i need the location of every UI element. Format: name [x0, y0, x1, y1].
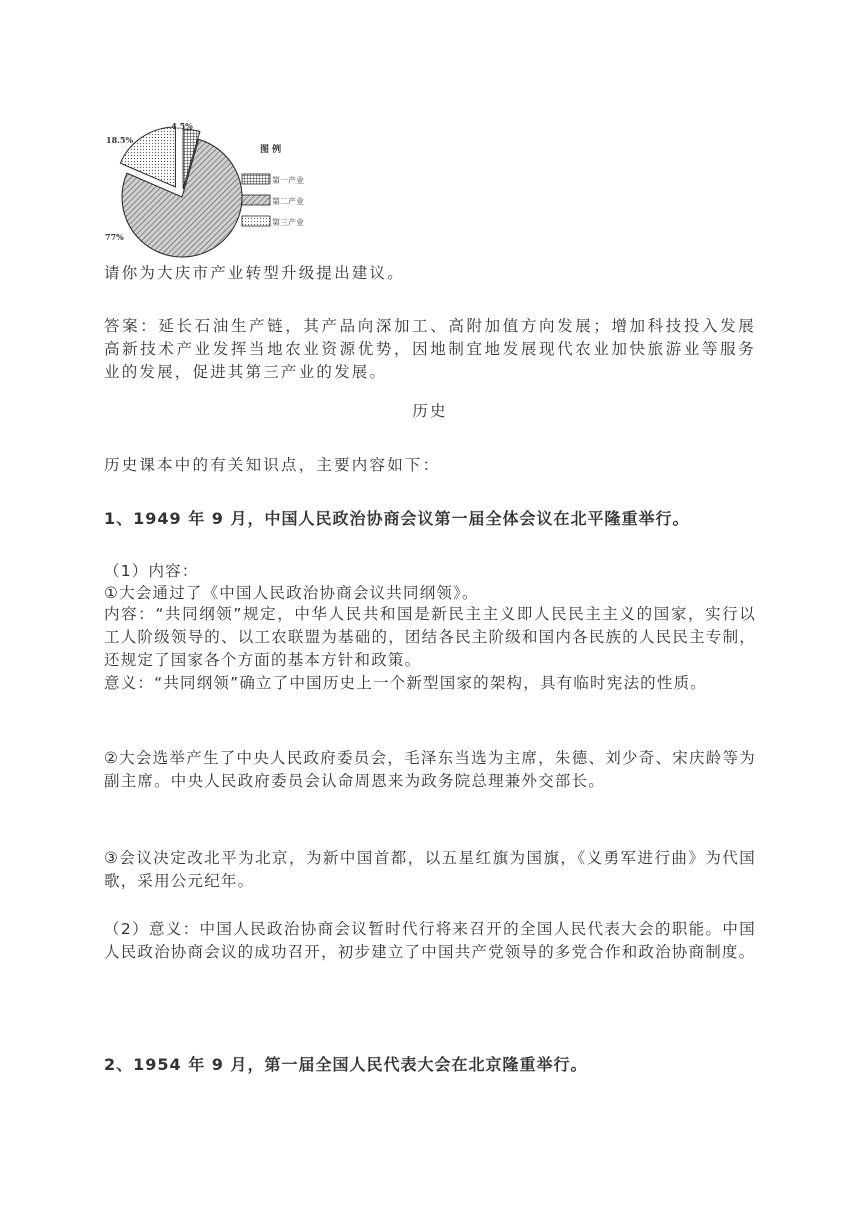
- question-paragraph: 请你为大庆市产业转型升级提出建议。: [104, 264, 405, 282]
- answer-paragraph: 答案：延长石油生产链，其产品向深加工、高附加值方向发展；增加科技投入发展高新技术产业发挥当地农业资源优势，因地制宜地发展现代农业加快旅游业等服务业的发展，促进其第三产业的发展。: [104, 317, 756, 381]
- intro-paragraph: 历史课本中的有关知识点，主要内容如下：: [104, 456, 441, 474]
- content-label: （1）内容：: [104, 562, 199, 580]
- pie-label-2: 77%: [105, 232, 124, 242]
- significance-paragraph: （2）意义：中国人民政治协商会议暂时代行将来召开的全国人民代表大会的职能。中国人民政治协商会议的成功召开，初步建立了中国共产党领导的多党合作和政治协商制度。: [104, 920, 756, 961]
- point2-heading: 2、1954 年 9 月，第一届全国人民代表大会在北京隆重举行。: [104, 1055, 588, 1074]
- legend-swatch-2: [242, 195, 270, 205]
- section-title-history: 历史: [412, 402, 448, 420]
- legend-swatch-3: [242, 216, 270, 226]
- legend-title: 图 例: [260, 145, 282, 155]
- legend-swatch-1: [242, 174, 270, 184]
- pie-label-1: 4.5%: [171, 121, 193, 131]
- meaning-paragraph: 意义：“共同纲领”确立了中国历史上一个新型国家的架构，具有临时宪法的性质。: [104, 674, 707, 692]
- item1-line: ①大会通过了《中国人民政治协商会议共同纲领》。: [104, 584, 479, 602]
- legend-label-3: 第三产业: [272, 218, 304, 227]
- content-paragraph: 内容：“共同纲领”规定，中华人民共和国是新民主主义即人民民主主义的国家，实行以工人阶级领导的、以工农联盟为基础的，团结各民主阶级和国内各民族的人民民主专制，还规定了国家各个方面的基本方针和政策。: [104, 605, 756, 669]
- industry-pie-chart: [100, 112, 340, 262]
- legend-label-2: 第二产业: [272, 197, 304, 206]
- point1-heading: 1、1949 年 9 月，中国人民政治协商会议第一届全体会议在北平隆重举行。: [104, 509, 690, 528]
- item2-paragraph: ②大会选举产生了中央人民政府委员会，毛泽东当选为主席，朱德、刘少奇、宋庆龄等为副主席。中央人民政府委员会认命周恩来为政务院总理兼外交部长。: [104, 749, 756, 790]
- item3-paragraph: ③会议决定改北平为北京，为新中国首都，以五星红旗为国旗，《义勇军进行曲》为代国歌，采用公元纪年。: [104, 849, 756, 890]
- pie-label-3: 18.5%: [106, 135, 134, 145]
- legend-label-1: 第一产业: [272, 176, 304, 185]
